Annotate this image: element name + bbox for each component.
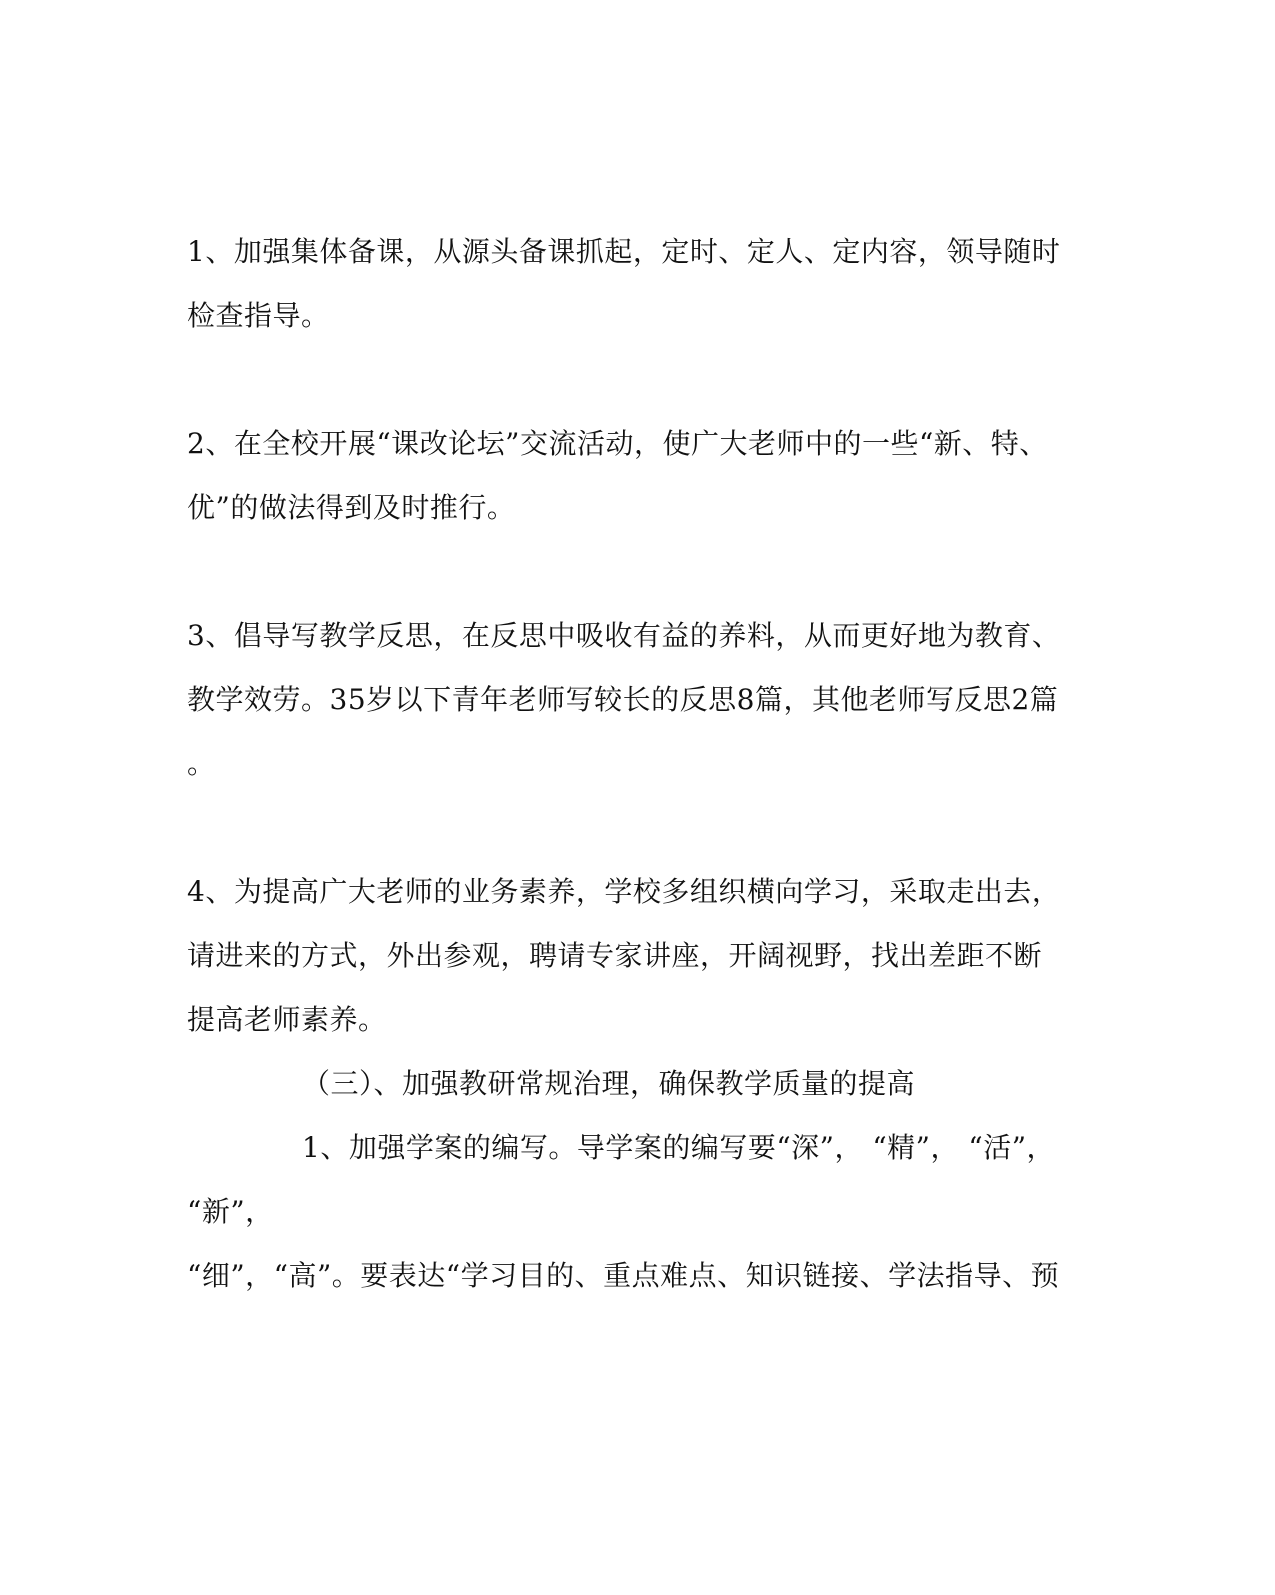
paragraph-2-line-2: 优”的做法得到及时推行。 (187, 491, 516, 524)
paragraph-1-line-2: 检查指导。 (187, 299, 330, 332)
paragraph-3-line-3: 。 (187, 747, 216, 780)
paragraph-3-line-2: 教学效劳。35岁以下青年老师写较长的反思8篇，其他老师写反思2篇 (187, 683, 1059, 716)
paragraph-2-line-1: 2、在全校开展“课改论坛”交流活动，使广大老师中的一些“新、特、 (187, 427, 1048, 460)
section-heading: （三）、加强教研常规治理，确保教学质量的提高 (302, 1067, 916, 1100)
paragraph-4-line-1: 4、为提高广大老师的业务素养，学校多组织横向学习，采取走出去， (187, 875, 1061, 908)
paragraph-4-line-2: 请进来的方式，外出参观，聘请专家讲座，开阔视野，找出差距不断 (187, 939, 1043, 972)
section-paragraph-line-1: 1、加强学案的编写。导学案的编写要“深”， “精”， “活”， (302, 1131, 1056, 1164)
paragraph-4-line-3: 提高老师素养。 (187, 1003, 387, 1036)
paragraph-1-line-1: 1、加强集体备课，从源头备课抓起，定时、定人、定内容，领导随时 (187, 235, 1061, 268)
paragraph-3-line-1: 3、倡导写教学反思，在反思中吸收有益的养料，从而更好地为教育、 (187, 619, 1061, 652)
section-paragraph-line-2: “新”， (187, 1195, 274, 1228)
section-paragraph-line-3: “细”，“高”。要表达“学习目的、重点难点、知识链接、学法指导、预 (187, 1259, 1060, 1292)
